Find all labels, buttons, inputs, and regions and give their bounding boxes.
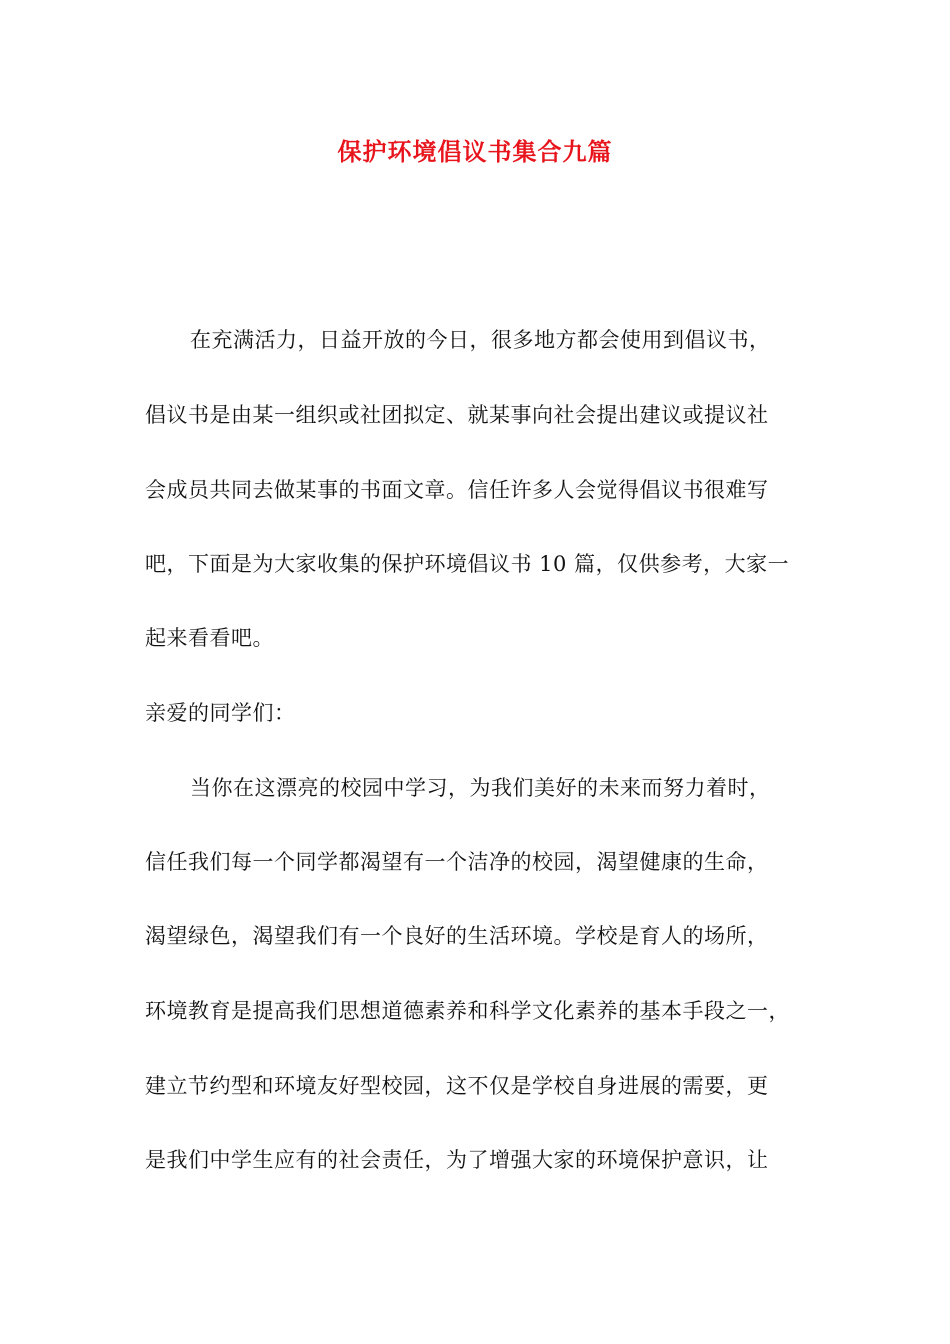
paragraph-line: 信任我们每一个同学都渴望有一个洁净的校园，渴望健康的生命， [145, 850, 769, 874]
paragraph-line: 起来看看吧。 [145, 626, 274, 650]
paragraph-line: 会成员共同去做某事的书面文章。信任许多人会觉得倡议书很难写 [145, 478, 769, 502]
paragraph-line: 是我们中学生应有的社会责任，为了增强大家的环境保护意识，让 [145, 1148, 769, 1172]
paragraph-line: 渴望绿色，渴望我们有一个良好的生活环境。学校是育人的场所， [145, 924, 769, 948]
salutation-line: 亲爱的同学们： [145, 701, 296, 725]
paragraph-line: 当你在这漂亮的校园中学习，为我们美好的未来而努力着时， [190, 776, 771, 800]
paragraph-line: 环境教育是提高我们思想道德素养和科学文化素养的基本手段之一， [145, 999, 790, 1023]
paragraph-line: 在充满活力，日益开放的今日，很多地方都会使用到倡议书， [190, 328, 771, 352]
paragraph-line: 吧，下面是为大家收集的保护环境倡议书 10 篇，仅供参考，大家一 [145, 552, 790, 576]
paragraph-line: 建立节约型和环境友好型校园，这不仅是学校自身进展的需要，更 [145, 1074, 769, 1098]
document-title: 保护环境倡议书集合九篇 [337, 137, 613, 166]
paragraph-line: 倡议书是由某一组织或社团拟定、就某事向社会提出建议或提议社 [145, 403, 769, 427]
